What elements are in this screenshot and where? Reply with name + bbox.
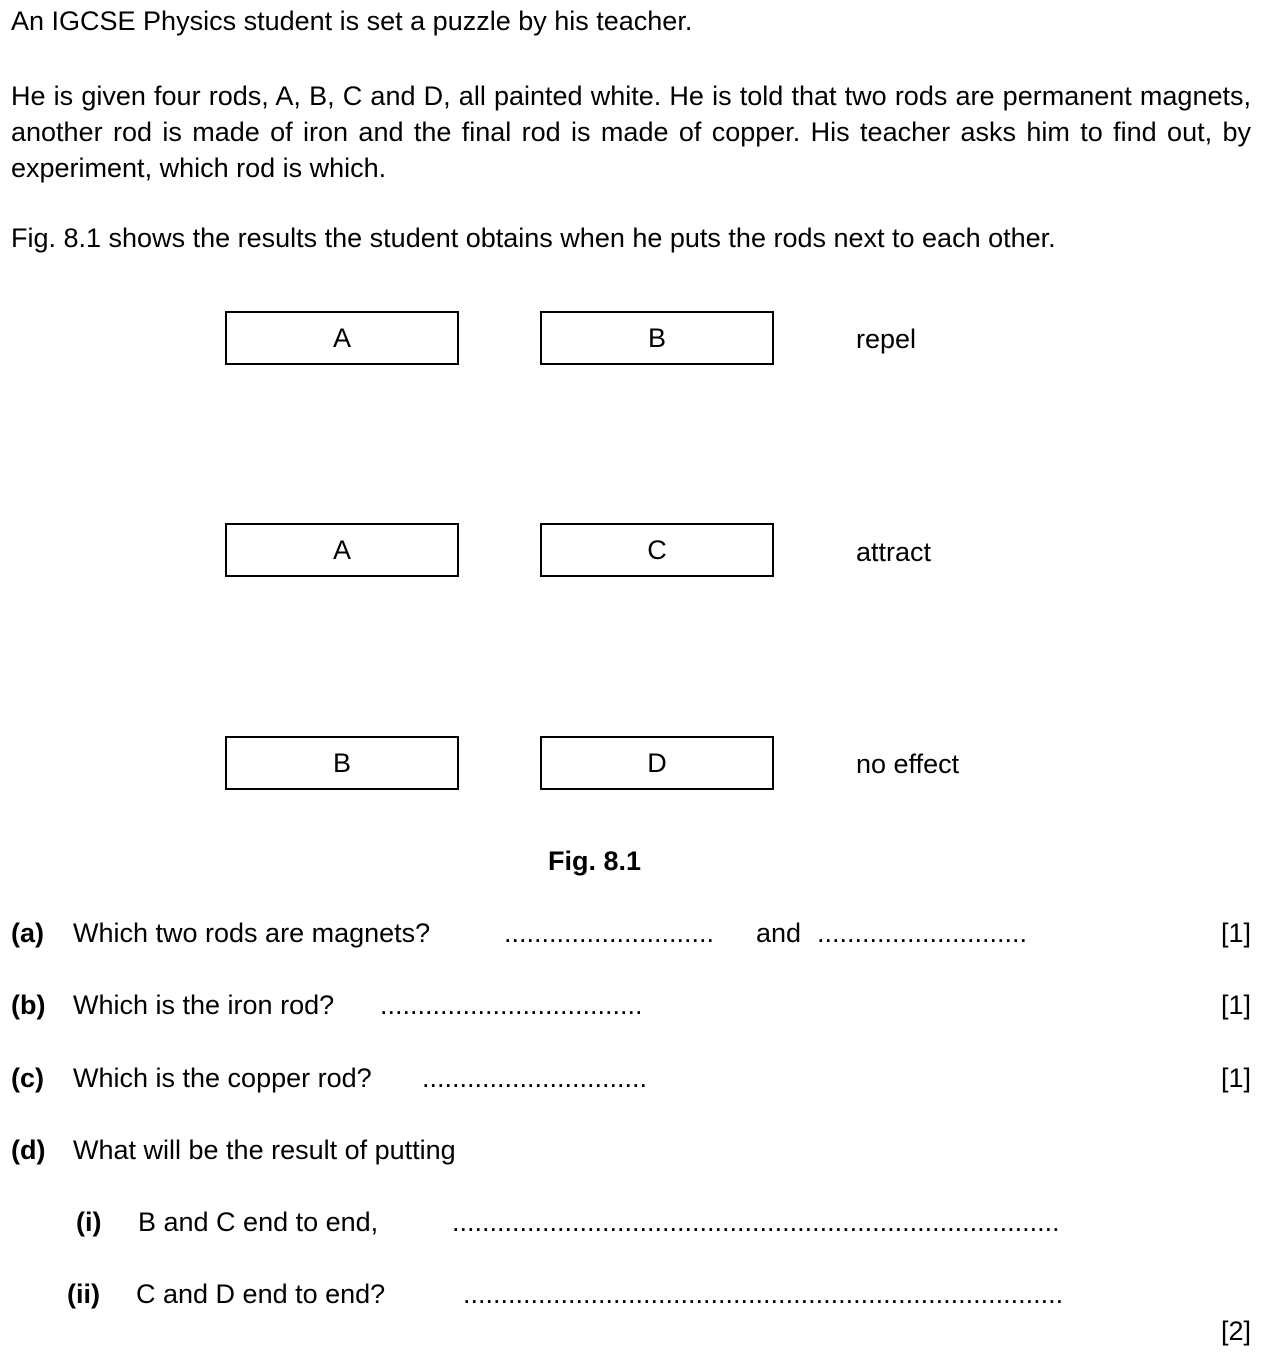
question-text: Which is the iron rod? [73,990,335,1020]
question-label: (a) [11,918,44,948]
question-label: (c) [11,1063,44,1093]
rod-box: C [540,523,774,577]
answer-line[interactable]: .............................. [422,1063,648,1093]
rod-box: D [540,736,774,790]
question-label: (d) [11,1135,46,1165]
intro-paragraph: He is given four rods, A, B, C and D, all painted white. He is told that two rods are permanent magnets, another rod is made of iron and the final rod is made of copper. His teacher asks him to find out, by experiment, which rod is which. [11,81,1251,183]
marks-label: [1] [1220,990,1251,1020]
answer-line[interactable]: ................................................................................. [452,1207,1060,1237]
rod-box: A [225,523,459,577]
marks-label: [1] [1220,918,1251,948]
question-text: Which is the copper rod? [73,1063,372,1093]
rod-box: B [540,311,774,365]
subquestion-text: B and C end to end, [138,1207,379,1237]
answer-joiner: and [756,918,802,948]
question-text: What will be the result of putting [73,1135,456,1165]
intro-line: An IGCSE Physics student is set a puzzle by his teacher. [11,6,693,36]
marks-label: [1] [1220,1063,1251,1093]
question-label: (b) [11,990,46,1020]
answer-line[interactable]: ................................... [380,990,643,1020]
figure-caption: Fig. 8.1 [548,846,642,876]
answer-line[interactable]: ................................................................................ [463,1279,1064,1309]
subquestion-label: (i) [76,1207,102,1237]
marks-label: [2] [1220,1316,1251,1346]
rod-box: A [225,311,459,365]
question-text: Which two rods are magnets? [73,918,431,948]
result-label: repel [856,324,917,354]
figure-intro: Fig. 8.1 shows the results the student obtains when he puts the rods next to each other. [11,223,1056,253]
subquestion-text: C and D end to end? [136,1279,386,1309]
answer-line[interactable]: ............................ [817,918,1028,948]
answer-line[interactable]: ............................ [504,918,715,948]
subquestion-label: (ii) [67,1279,100,1309]
result-label: no effect [856,749,960,779]
result-label: attract [856,537,932,567]
rod-box: B [225,736,459,790]
